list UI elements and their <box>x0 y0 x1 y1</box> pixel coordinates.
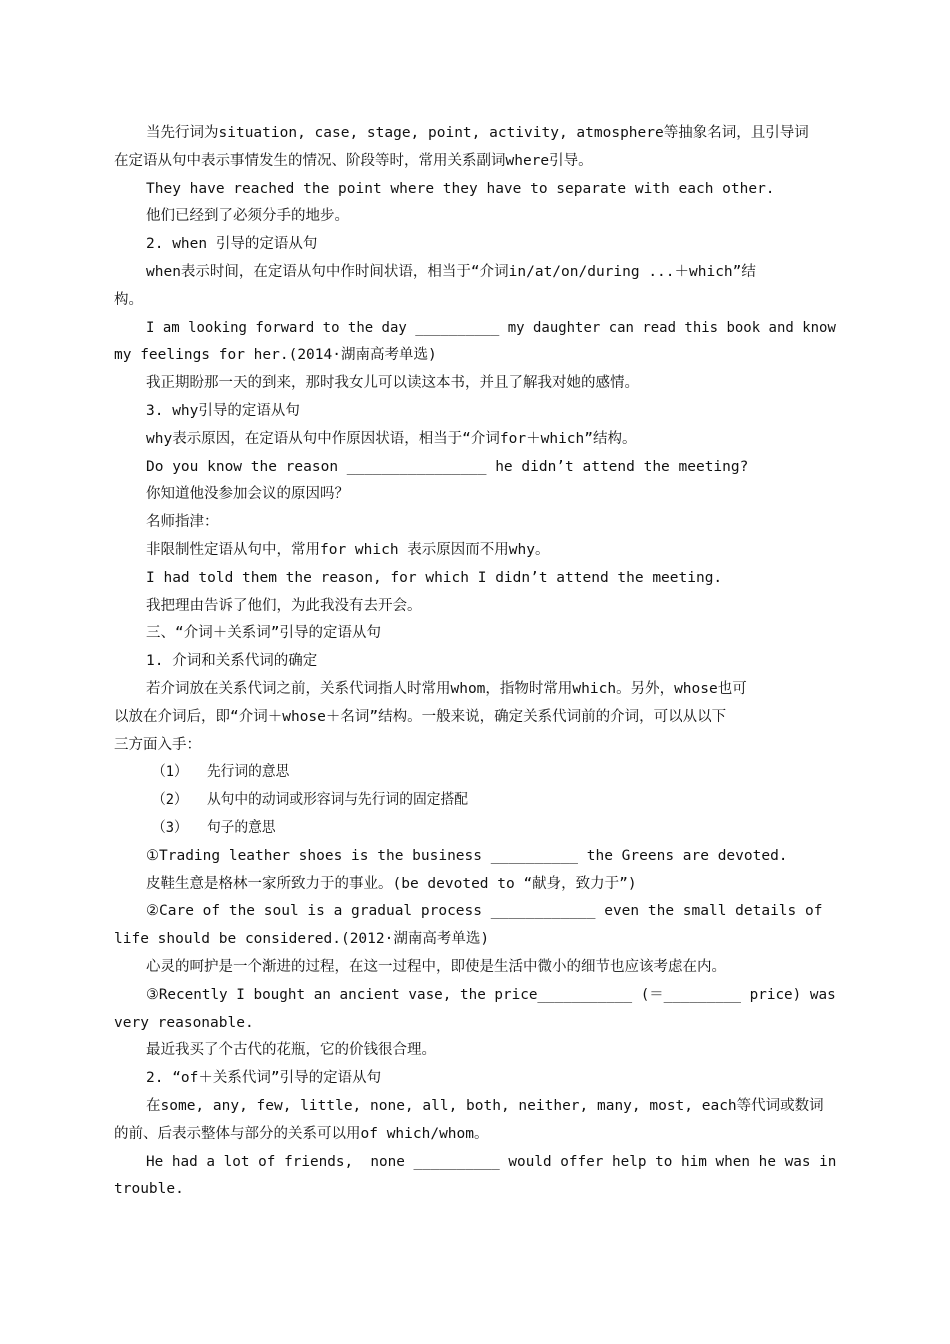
paragraph-line: when表示时间，在定语从句中作时间状语，相当于“介词in/at/on/during ...＋which”结 <box>146 264 756 280</box>
example-sentence: very reasonable. <box>114 1015 254 1031</box>
example-sentence: He had a lot of friends, none __________ would offer help to him when he was in <box>146 1154 837 1170</box>
example-sentence: ③Recently I bought an ancient vase, the price___________ (＝_________ price) was <box>146 987 836 1003</box>
paragraph-line: why表示原因，在定语从句中作原因状语，相当于“介词for＋which”结构。 <box>146 431 637 447</box>
list-number: （2） <box>152 792 188 808</box>
paragraph-line: 在定语从句中表示事情发生的情况、阶段等时，常用关系副词where引导。 <box>114 153 593 169</box>
translation-line: 最近我买了个古代的花瓶，它的价钱很合理。 <box>146 1042 436 1058</box>
translation-line: 我把理由告诉了他们，为此我没有去开会。 <box>146 598 422 614</box>
list-item <box>152 790 836 810</box>
paragraph-line: 若介词放在关系代词之前，关系代词指人时常用whom，指物时常用which。另外，whose也可 <box>146 681 747 697</box>
section-heading: 三、“介词＋关系词”引导的定语从句 <box>146 625 381 641</box>
translation-line: 心灵的呵护是一个渐进的过程，在这一过程中，即使是生活中微小的细节也应该考虑在内。 <box>146 959 726 975</box>
paragraph-line: 以放在介词后，即“介词＋whose＋名词”结构。一般来说，确定关系代词前的介词，可以从以下 <box>114 709 727 725</box>
example-sentence: life should be considered.(2012·湖南高考单选) <box>114 931 490 947</box>
example-sentence: I had told them the reason, for which I didn’t attend the meeting. <box>146 570 723 586</box>
subsection-heading: 2. “of＋关系代词”引导的定语从句 <box>146 1070 382 1086</box>
paragraph-line: 三方面入手： <box>114 737 201 753</box>
paragraph-line: 的前、后表示整体与部分的关系可以用of which/whom。 <box>114 1126 489 1142</box>
paragraph-line: 当先行词为situation, case, stage, point, activity, atmosphere等抽象名词，且引导词 <box>146 125 809 141</box>
example-sentence: Do you know the reason ________________ he didn’t attend the meeting? <box>146 459 749 475</box>
translation-line: 皮鞋生意是格林一家所致力于的事业。(be devoted to “献身，致力于”) <box>146 876 637 892</box>
list-number: （3） <box>152 820 188 836</box>
example-sentence: trouble. <box>114 1181 184 1197</box>
section-heading: 3. why引导的定语从句 <box>146 403 300 419</box>
list-text: 句子的意思 <box>206 820 276 836</box>
list-text: 先行词的意思 <box>206 764 290 780</box>
list-item <box>152 762 836 782</box>
example-sentence: ①Trading leather shoes is the business __________ the Greens are devoted. <box>146 848 788 864</box>
paragraph-line: 构。 <box>114 292 143 308</box>
translation-line: 你知道他没参加会议的原因吗？ <box>146 486 349 502</box>
translation-line: 我正期盼那一天的到来，那时我女儿可以读这本书，并且了解我对她的感情。 <box>146 375 639 391</box>
paragraph-line: 在some, any, few, little, none, all, both, neither, many, most, each等代词或数词 <box>146 1098 824 1114</box>
paragraph-line: 非限制性定语从句中，常用for which 表示原因而不用why。 <box>146 542 550 558</box>
subsection-heading: 1. 介词和关系代词的确定 <box>146 653 318 669</box>
list-number: （1） <box>152 764 188 780</box>
example-sentence: ②Care of the soul is a gradual process ____________ even the small details of <box>146 903 823 919</box>
example-sentence: my feelings for her.(2014·湖南高考单选) <box>114 347 437 363</box>
list-text: 从句中的动词或形容词与先行词的固定搭配 <box>206 792 468 808</box>
section-heading: 2. when 引导的定语从句 <box>146 236 318 252</box>
note-heading: 名师指津： <box>146 514 219 530</box>
example-sentence: They have reached the point where they have to separate with each other. <box>146 181 775 197</box>
translation-line: 他们已经到了必须分手的地步。 <box>146 208 349 224</box>
list-item <box>152 818 836 838</box>
example-sentence: I am looking forward to the day __________ my daughter can read this book and know <box>146 320 836 336</box>
